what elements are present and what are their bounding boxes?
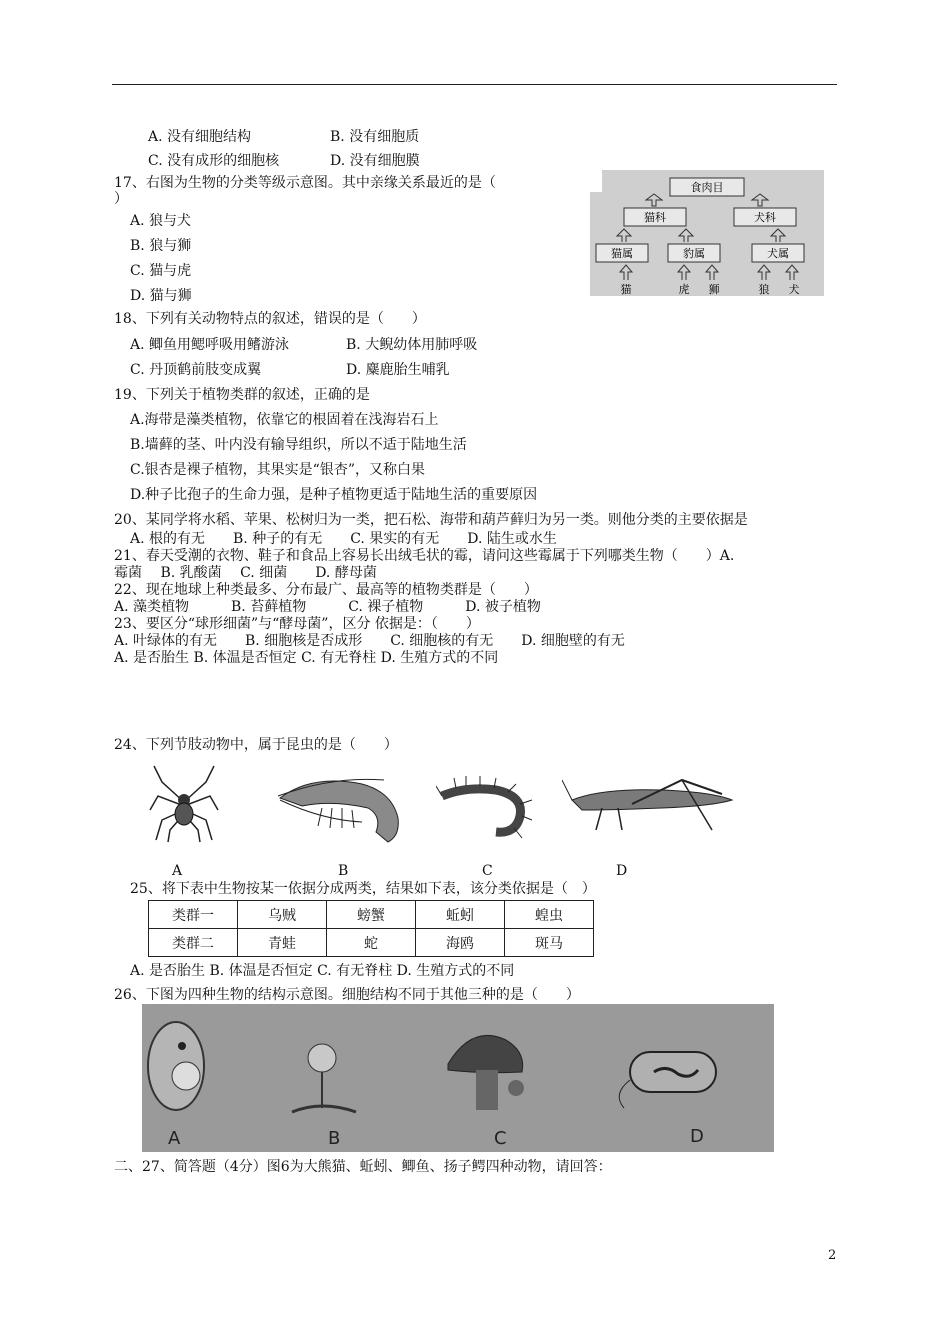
q17-option-b: B. 狼与狮: [130, 238, 192, 254]
q24-label-d: D: [616, 863, 628, 879]
q26-label-c: C: [494, 1128, 507, 1149]
q19-option-a: A.海带是藻类植物，依靠它的根固着在浅海岩石上: [130, 412, 439, 428]
q26-stem: 26、下图为四种生物的结构示意图。细胞结构不同于其他三种的是（ ）: [114, 987, 580, 1003]
table-row: [149, 901, 594, 929]
genus-dog-label: 犬属: [767, 247, 789, 260]
q25-stem: 25、将下表中生物按某一依据分成两类，结果如下表，该分类依据是（ ）: [130, 881, 596, 897]
table-cell: 类群二: [149, 929, 238, 957]
header-rule: [112, 84, 837, 85]
species-lion: 狮: [708, 283, 720, 296]
cell-structures-image: [142, 1004, 774, 1152]
q16-option-a: A. 没有细胞结构: [148, 129, 252, 145]
q18-stem: 18、下列有关动物特点的叙述，错误的是（ ）: [114, 311, 426, 327]
classification-table: [148, 900, 594, 957]
q17-stem-end: ）: [114, 191, 128, 207]
species-dog: 犬: [788, 283, 800, 296]
q22-options: A. 藻类植物 B. 苔藓植物 C. 裸子植物 D. 被子植物: [114, 599, 541, 615]
q16-option-c: C. 没有成形的细胞核: [148, 153, 280, 169]
q23-extra-line: A. 是否胎生 B. 体温是否恒定 C. 有无脊柱 D. 生殖方式的不同: [114, 650, 499, 666]
q19-stem: 19、下列关于植物类群的叙述，正确的是: [114, 387, 370, 403]
species-tiger: 虎: [678, 283, 690, 296]
table-cell: 蛇: [327, 929, 416, 957]
q24-label-a: A: [172, 863, 183, 879]
shrimp-image: [272, 770, 408, 850]
q25-options: A. 是否胎生 B. 体温是否恒定 C. 有无脊柱 D. 生殖方式的不同: [130, 963, 515, 979]
table-cell: 螃蟹: [327, 901, 416, 929]
table-cell: 青蛙: [238, 929, 327, 957]
q24-stem: 24、下列节肢动物中，属于昆虫的是（ ）: [114, 737, 398, 753]
q22-stem: 22、现在地球上种类最多、分布最广、最高等的植物类群是（ ）: [114, 582, 538, 598]
q23-options: A. 叶绿体的有无 B. 细胞核是否成形 C. 细胞核的有无 D. 细胞壁的有无: [114, 633, 625, 649]
q24-label-c: C: [482, 863, 493, 879]
family-dog-label: 犬科: [754, 211, 776, 224]
q26-label-d: D: [690, 1126, 704, 1147]
q21-stem: 21、春天受潮的衣物、鞋子和食品上容易长出绒毛状的霉，请问这些霉属于下列哪类生物（ ）A.: [114, 548, 735, 564]
grasshopper-image: [562, 774, 736, 836]
species-wolf: 狼: [758, 283, 770, 296]
q18-option-b: B. 大鲵幼体用肺呼吸: [346, 337, 478, 353]
q26-label-b: B: [328, 1128, 341, 1149]
classification-diagram: [590, 170, 824, 296]
q16-option-d: D. 没有细胞膜: [330, 153, 420, 169]
q27-stem: 二、27、简答题（4分）图6为大熊猫、蚯蚓、鲫鱼、扬子鳄四种动物，请回答：: [114, 1159, 612, 1175]
order-label: 食肉目: [690, 181, 724, 194]
q19-option-c: C.银杏是裸子植物，其果实是“银杏”，又称白果: [130, 462, 425, 478]
genus-cat-label: 猫属: [611, 247, 633, 260]
table-cell: 蝗虫: [505, 901, 594, 929]
q18-option-c: C. 丹顶鹤前肢变成翼: [130, 362, 262, 378]
q17-stem: 17、右图为生物的分类等级示意图。其中亲缘关系最近的是（: [114, 175, 496, 191]
q18-option-d: D. 麋鹿胎生哺乳: [346, 362, 450, 378]
family-cat-label: 猫科: [644, 211, 666, 224]
q19-option-b: B.墙藓的茎、叶内没有输导组织，所以不适于陆地生活: [130, 437, 467, 453]
spider-image: [148, 762, 220, 844]
table-cell: 海鸥: [416, 929, 505, 957]
q24-label-b: B: [338, 863, 349, 879]
q23-stem: 23、要区分“球形细菌”与“酵母菌”，区分 依据是：（ ）: [114, 616, 480, 632]
q16-option-b: B. 没有细胞质: [330, 129, 420, 145]
table-cell: 蚯蚓: [416, 901, 505, 929]
q20-options: A. 根的有无 B. 种子的有无 C. 果实的有无 D. 陆生或水生: [130, 531, 557, 547]
table-cell: 类群一: [149, 901, 238, 929]
table-cell: 乌贼: [238, 901, 327, 929]
q18-option-a: A. 鲫鱼用鳃呼吸用鳍游泳: [130, 337, 290, 353]
q21-options: 霉菌 B. 乳酸菌 C. 细菌 D. 酵母菌: [114, 565, 377, 581]
q19-option-d: D.种子比孢子的生命力强，是种子植物更适于陆地生活的重要原因: [130, 487, 538, 503]
q17-option-d: D. 猫与狮: [130, 288, 192, 304]
table-cell: 斑马: [505, 929, 594, 957]
genus-leopard-label: 豹属: [683, 247, 705, 260]
q17-option-c: C. 猫与虎: [130, 263, 192, 279]
page-number: 2: [828, 1248, 837, 1263]
q17-option-a: A. 狼与犬: [130, 213, 192, 229]
table-row: [149, 929, 594, 957]
q20-stem: 20、某同学将水稻、苹果、松树归为一类，把石松、海带和葫芦藓归为另一类。则他分类的主要依据是: [114, 512, 748, 528]
centipede-image: [436, 776, 534, 840]
q26-label-a: A: [168, 1128, 181, 1149]
species-cat: 猫: [620, 283, 632, 296]
